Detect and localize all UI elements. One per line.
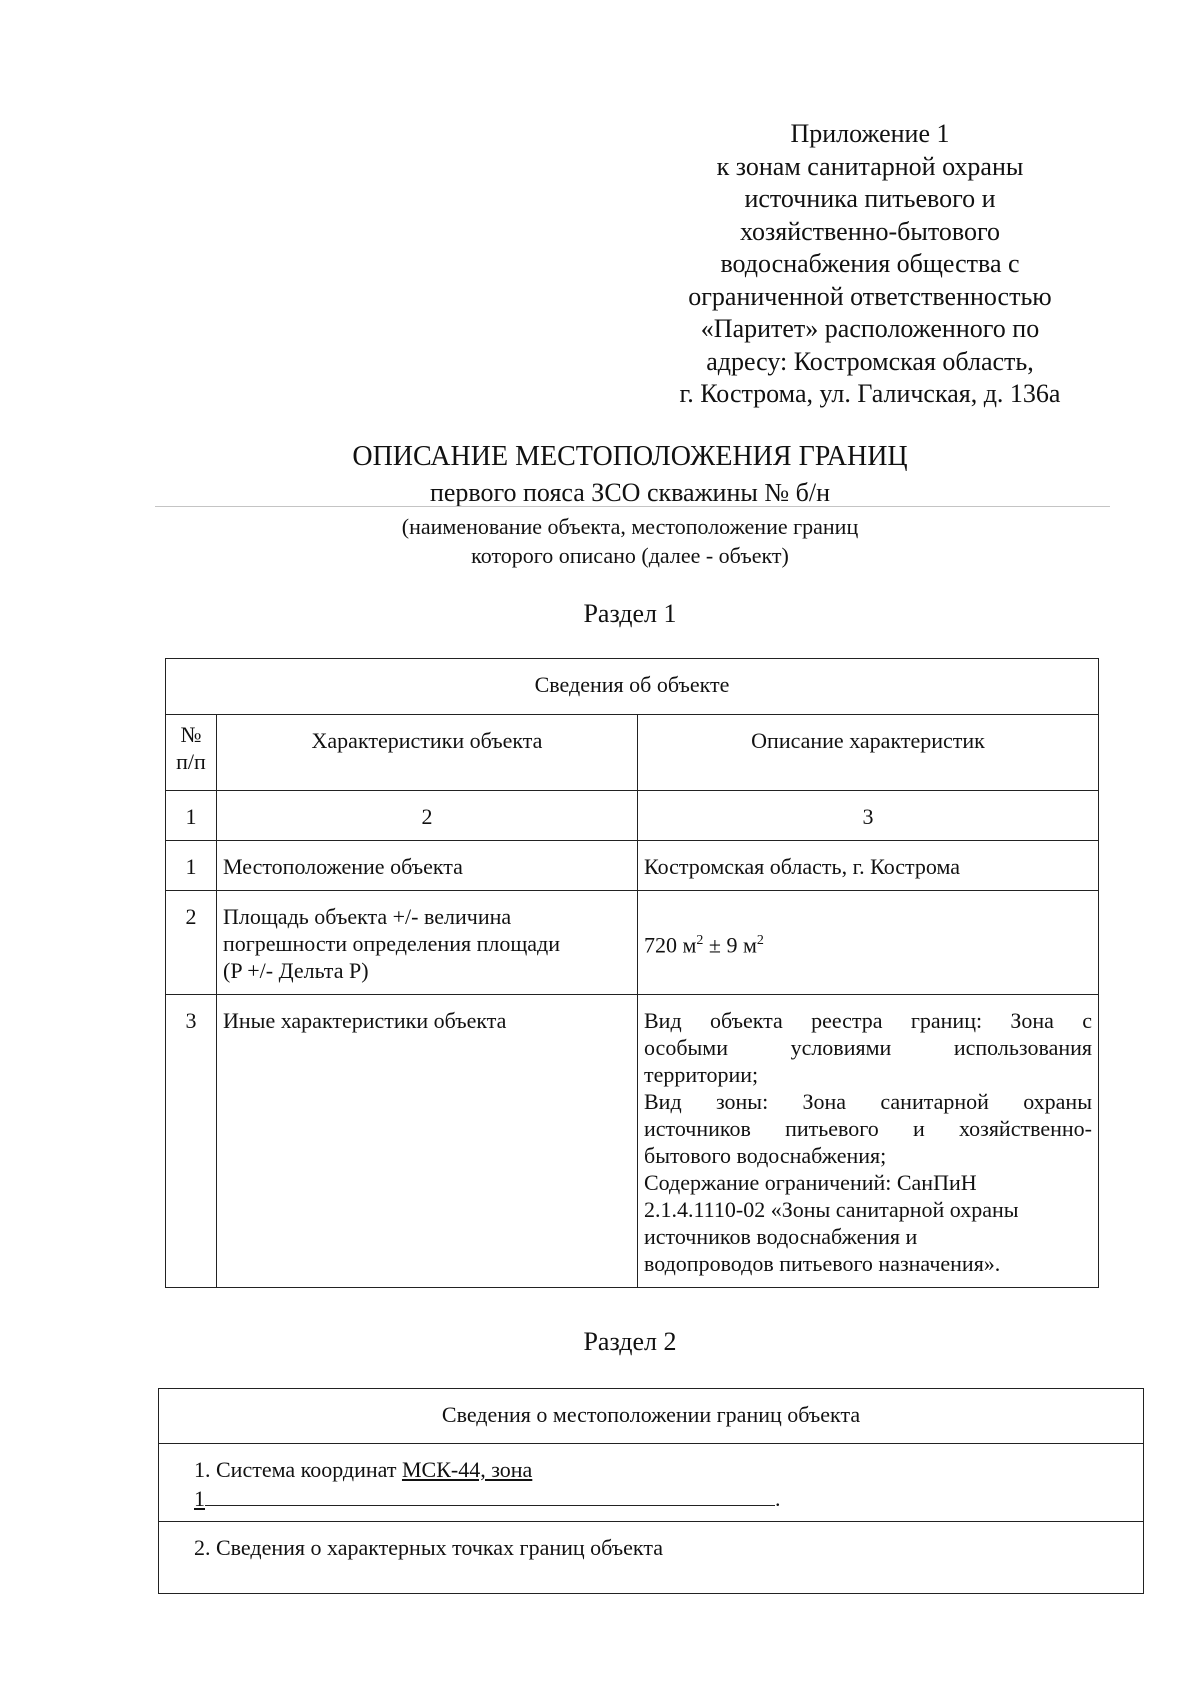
appendix-line: хозяйственно-бытового — [739, 216, 1001, 246]
title-note — [0, 512, 1200, 570]
header-description: Описание характеристик — [638, 715, 1099, 791]
title-underline — [155, 506, 1110, 507]
table-caption-row — [166, 659, 1099, 715]
description-line: 2.1.4.1110-02 «Зоны санитарной охраны — [644, 1197, 1019, 1222]
area-error: ± 9 м — [703, 932, 757, 958]
table-row — [159, 1444, 1144, 1522]
column-number: 3 — [638, 791, 1099, 841]
table-caption: Сведения о местоположении границ объекта — [159, 1389, 1144, 1444]
description-line: территории; — [644, 1062, 759, 1087]
area-unit-exponent: 2 — [696, 932, 704, 948]
description-line: Вид зоны: Зона санитарной охраны — [644, 1089, 1092, 1114]
description-line: источников водоснабжения и — [644, 1224, 918, 1249]
section-1-heading: Раздел 1 — [583, 599, 677, 628]
header-characteristics: Характеристики объекта — [217, 715, 638, 791]
document-subtitle: первого пояса ЗСО скважины № б/н — [429, 478, 831, 507]
table-row — [166, 841, 1099, 891]
column-number-row — [166, 791, 1099, 841]
coordinate-zone-value: 1 — [194, 1486, 205, 1511]
appendix-line: к зонам санитарной охраны — [716, 151, 1024, 181]
description-line: Вид объекта реестра границ: Зона с — [644, 1008, 1092, 1033]
section-2-heading: Раздел 2 — [583, 1327, 677, 1356]
row-characteristic: Местоположение объекта — [217, 841, 638, 891]
row-characteristic-line: (P +/- Дельта P) — [223, 958, 369, 983]
characteristic-points-item: 2. Сведения о характерных точках границ объекта — [159, 1522, 1144, 1594]
table-header-row — [166, 715, 1099, 791]
coordinate-system-label: 1. Система координат — [194, 1457, 402, 1482]
coordinate-system-line — [194, 1456, 1137, 1483]
appendix-line: источника питьевого и — [744, 184, 996, 213]
header-number-line: п/п — [176, 749, 206, 774]
area-error-exponent: 2 — [756, 932, 764, 948]
table-row — [166, 995, 1099, 1288]
description-line: водопроводов питьевого назначения». — [644, 1251, 1001, 1276]
row-number: 3 — [166, 995, 217, 1288]
appendix-line: ограниченной ответственностью — [688, 281, 1052, 311]
column-number: 1 — [166, 791, 217, 841]
row-characteristic: Иные характеристики объекта — [217, 995, 638, 1288]
coordinate-system-value: МСК-44, зона — [401, 1457, 533, 1482]
title-note-line: которого описано (далее - объект) — [471, 543, 789, 568]
object-info-table — [165, 658, 1099, 1288]
row-characteristic-line: Площадь объекта +/- величина — [223, 904, 512, 929]
table-caption: Сведения об объекте — [166, 659, 1099, 715]
description-line: бытового водоснабжения; — [644, 1143, 887, 1168]
boundary-location-table — [158, 1388, 1144, 1594]
row-number: 2 — [166, 891, 217, 995]
line-end: . — [775, 1486, 781, 1511]
appendix-line: Приложение 1 — [790, 119, 950, 148]
description-line: особыми условиями использования — [644, 1035, 1092, 1060]
row-description: Костромская область, г. Кострома — [638, 841, 1099, 891]
row-characteristic-line: погрешности определения площади — [223, 931, 561, 956]
coordinate-zone-line — [194, 1483, 1137, 1512]
row-description — [638, 891, 1099, 995]
description-line: Содержание ограничений: СанПиН — [644, 1170, 977, 1195]
appendix-line: адресу: Костромская область, — [706, 346, 1034, 376]
coordinate-system-item — [159, 1444, 1144, 1522]
table-row — [159, 1522, 1144, 1594]
row-characteristic — [217, 891, 638, 995]
document-title: ОПИСАНИЕ МЕСТОПОЛОЖЕНИЯ ГРАНИЦ — [352, 441, 908, 472]
area-value: 720 м — [644, 932, 697, 958]
appendix-line: водоснабжения общества с — [720, 249, 1020, 278]
appendix-line: «Паритет» расположенного по — [700, 314, 1040, 343]
table-caption-row — [159, 1389, 1144, 1444]
header-number-line: № — [180, 722, 202, 747]
appendix-note — [620, 118, 1120, 411]
fill-line — [205, 1483, 775, 1506]
row-description — [638, 995, 1099, 1288]
header-number — [166, 715, 217, 791]
table-row — [166, 891, 1099, 995]
appendix-line: г. Кострома, ул. Галичская, д. 136а — [679, 379, 1061, 408]
description-line: источников питьевого и хозяйственно- — [644, 1116, 1092, 1141]
column-number: 2 — [217, 791, 638, 841]
row-number: 1 — [166, 841, 217, 891]
title-note-line: (наименование объекта, местоположение границ — [401, 514, 859, 539]
